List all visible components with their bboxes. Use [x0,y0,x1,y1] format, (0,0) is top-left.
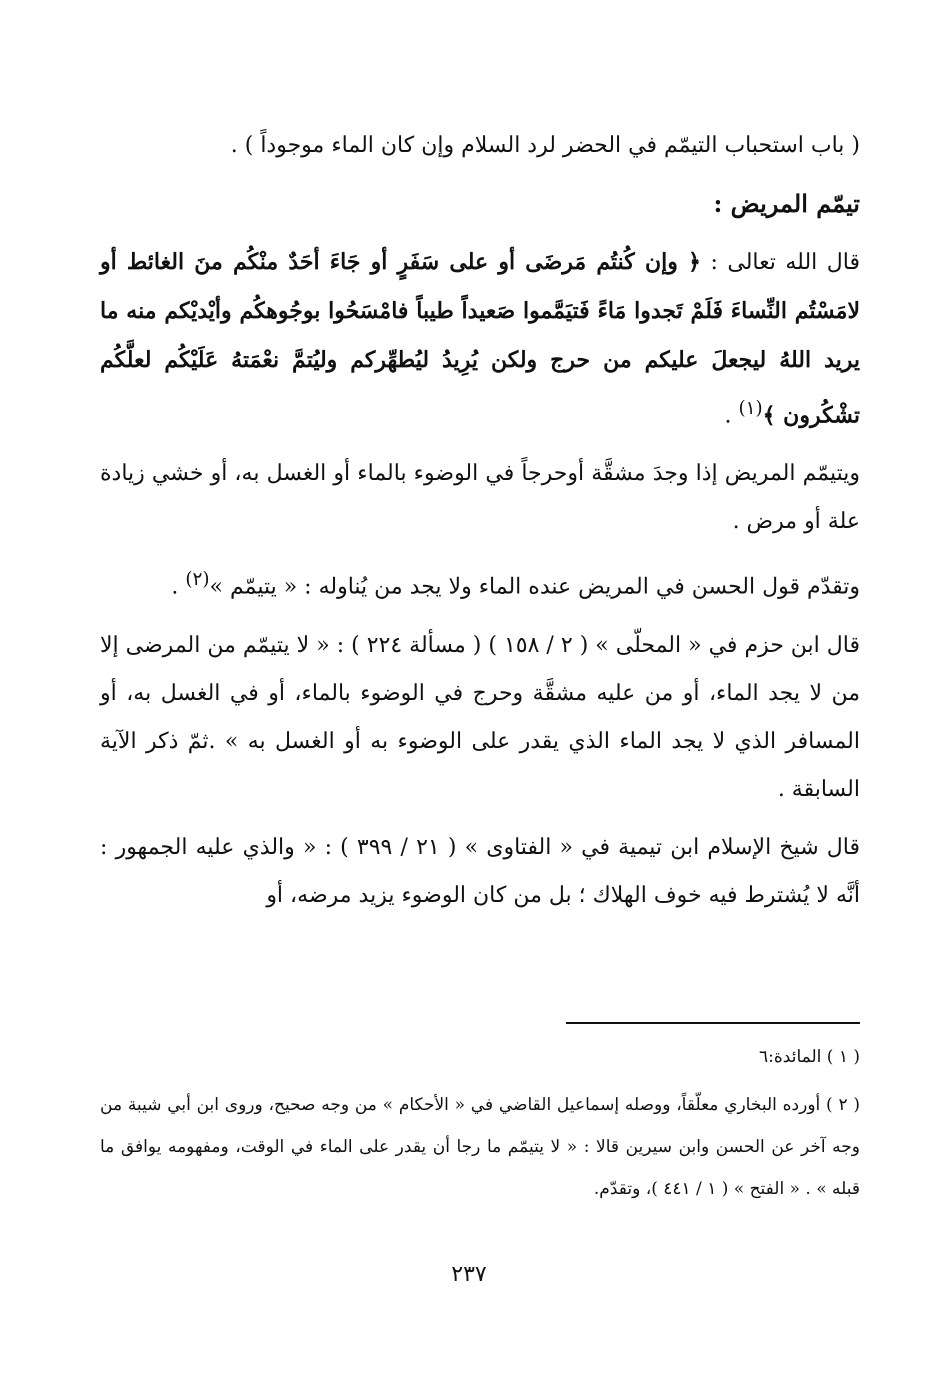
footnotes [100,1036,860,1216]
hasan-end: . [171,574,186,600]
verse-paragraph [100,238,860,440]
hasan-text: وتقدّم قول الحسن في المريض عنده الماء ولا يجد من يُناوله : « يتيمّم » [209,574,860,600]
verse-intro: قال الله تعالى : [700,250,860,275]
main-text [100,122,860,930]
section-title: تيمّم المريض : [713,189,860,218]
footnote-2: ( ٢ ) أورده البخاري معلّقاً، ووصله إسماعيل القاضي في « الأحكام » من وجه صحيح، وروى ابن أبي شيبة من وجه آخر عن الحسن وابن سيرين قالا : « لا يتيمّم ما رجا أن يقدر على الماء في الوقت، ومفهومه يوافق ما قبله » . « الفتح » ( ١ / ٤٤١ )، وتقدّم. [100,1095,860,1199]
paragraph-ibn-hazm: قال ابن حزم في « المحلّى » ( ٢ / ١٥٨ ) ( مسألة ٢٢٤ ) : « لا يتيمّم من المرضى إلا من لا يجد الماء، أو من عليه مشقَّة وحرج في الوضوء بالماء، أو في الغسل به، أو المسافر الذي لا يجد الماء الذي يقدر على الوضوء به أو الغسل به » .ثمّ ذكر الآية السابقة . [100,632,861,802]
footnote-ref-2[interactable]: (٢) [185,569,210,591]
footnote-ref-1[interactable]: (١) [738,398,763,419]
footnote-1: ( ١ ) المائدة:٦ [759,1047,860,1067]
paragraph-hasan [100,556,860,611]
paragraph-sick: ويتيمّم المريض إذا وجدَ مشقَّة أوحرجاً في الوضوء بالماء أو الغسل به، أو خشي زيادة علة أو مرض . [100,461,860,535]
quran-verse: ﴿ وإن كُنتُم مَرضَى أو على سَفَرٍ أو جَاءَ أحَدٌ منْكُم منَ الغائط أو لامَسْتُم النِّساءَ فَلَمْ تَجدوا مَاءً فَتيَمَّموا صَعيداً طيباً فامْسَحُوا بوجُوهكُم وأيْديْكم منه ما يريد اللهُ ليجعلَ عليكم من حرج ولكن يُرِيدُ ليُطهِّركم وليُتمَّ نعْمَتهُ عَلَيْكُم لعلَّكُم تشْكُرون ﴾ [100,249,860,429]
footnote-divider [566,1022,860,1024]
page-number: ٢٣٧ [451,1262,487,1287]
paragraph-ibn-taymiyya: قال شيخ الإسلام ابن تيمية في « الفتاوى » ( ٢١ / ٣٩٩ ) : « والذي عليه الجمهور : أنَّه لا يُشترط فيه خوف الهلاك ؛ بل من كان الوضوء يزيد مرضه، أو [100,834,860,908]
verse-end: . [724,403,739,429]
chapter-note: ( باب استحباب التيمّم في الحضر لرد السلام وإن كان الماء موجوداً ) . [230,133,860,158]
